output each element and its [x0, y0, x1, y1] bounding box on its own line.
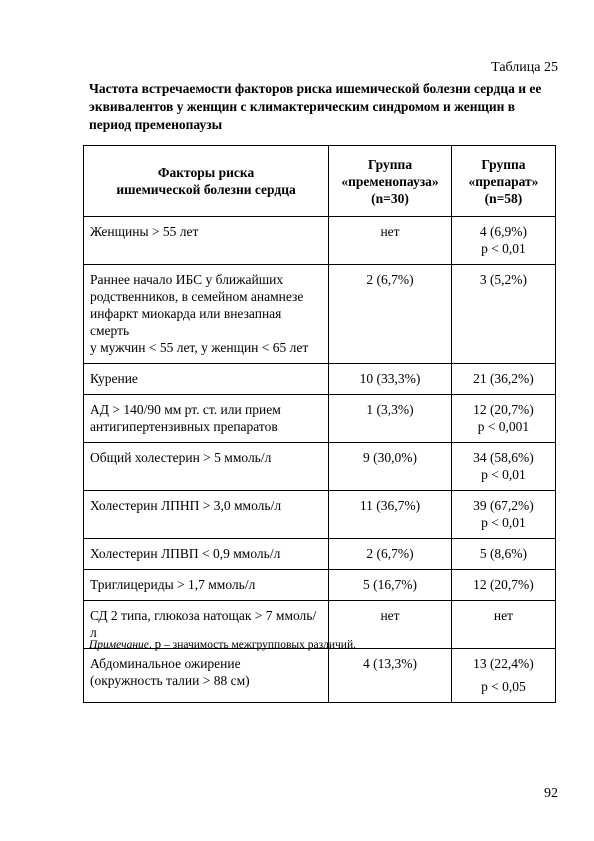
header-line: Группа: [481, 156, 526, 172]
p-value: p < 0,01: [481, 467, 526, 482]
table-row: [84, 364, 556, 395]
note-text: – значимость межгрупповых различий.: [161, 639, 356, 651]
drug-value-cell: [451, 364, 555, 395]
drug-value-cell: [451, 649, 555, 703]
caption-line: эквивалентов у женщин с климактерическим синдромом и женщин в: [89, 99, 516, 114]
caption-line: Частота встречаемости факторов риска ишемической болезни сердца и ее: [89, 81, 542, 96]
p-value: p < 0,05: [481, 679, 526, 694]
premenopause-value-cell: 2 (6,7%): [329, 539, 452, 570]
premenopause-value-cell: 4 (13,3%): [329, 649, 452, 703]
premenopause-value-cell: 11 (36,7%): [329, 491, 452, 539]
header-line: ишемической болезни сердца: [116, 182, 296, 197]
header-line: «пременопауза»: [341, 173, 439, 189]
table-header-row: [84, 146, 556, 217]
header-line: Группа: [367, 156, 413, 172]
table-row: [84, 539, 556, 570]
premenopause-value-cell: 9 (30,0%): [329, 443, 452, 491]
risk-factor-line: (окружность талии > 88 см): [90, 673, 250, 688]
table-row: [84, 570, 556, 601]
p-value: p < 0,001: [477, 419, 530, 434]
risk-factor-line: родственников, в семейном анамнезе: [90, 289, 304, 304]
risk-factor-line: антигипертензивных препаратов: [90, 419, 278, 434]
risk-factor-cell: [84, 491, 329, 539]
drug-value-cell: [451, 539, 555, 570]
risk-factor-line: СД 2 типа, глюкоза натощак > 7 ммоль/л: [90, 608, 317, 640]
drug-value: 3 (5,2%): [479, 272, 528, 287]
risk-factor-line: инфаркт миокарда или внезапная смерть: [90, 306, 282, 338]
table-number-label: Таблица 25: [491, 60, 558, 75]
premenopause-value-cell: 2 (6,7%): [329, 265, 452, 364]
drug-value-cell: [451, 443, 555, 491]
note-label: Примечание: [89, 639, 149, 651]
table-row: [84, 395, 556, 443]
drug-value: 12 (20,7%): [473, 577, 534, 592]
premenopause-value-cell: нет: [329, 217, 452, 265]
drug-value: 12 (20,7%): [473, 402, 534, 417]
risk-factor-cell: [84, 570, 329, 601]
risk-factors-table: [83, 145, 556, 703]
risk-factor-line: Абдоминальное ожирение: [90, 656, 241, 671]
risk-factor-cell: [84, 649, 329, 703]
drug-value: нет: [493, 608, 513, 623]
drug-value-cell: [451, 395, 555, 443]
risk-factor-line: Триглицериды > 1,7 ммоль/л: [90, 577, 256, 592]
drug-value-cell: [451, 491, 555, 539]
table-note: Примечание. p – значимость межгрупповых различий.: [89, 636, 356, 651]
risk-factor-line: Женщины > 55 лет: [90, 224, 199, 239]
risk-factor-cell: [84, 539, 329, 570]
header-group-drug: [451, 146, 555, 217]
caption-line: период пременопаузы: [89, 117, 223, 132]
drug-value: 13 (22,4%): [473, 656, 534, 671]
table-row: [84, 443, 556, 491]
risk-factor-line: Раннее начало ИБС у ближайших: [90, 272, 284, 287]
risk-factor-line: Общий холестерин > 5 ммоль/л: [90, 450, 272, 465]
header-line: «препарат»: [468, 173, 539, 189]
header-line: (n=30): [371, 190, 409, 206]
drug-value: 21 (36,2%): [473, 371, 534, 386]
drug-value: 34 (58,6%): [473, 450, 534, 465]
premenopause-value-cell: 1 (3,3%): [329, 395, 452, 443]
table-row: [84, 217, 556, 265]
risk-factor-cell: [84, 364, 329, 395]
header-line: (n=58): [484, 190, 523, 206]
drug-value-cell: [451, 265, 555, 364]
note-p-symbol: p: [154, 636, 162, 651]
drug-value-cell: [451, 217, 555, 265]
table-row: [84, 491, 556, 539]
header-line: Факторы риска: [157, 165, 255, 180]
table-caption: [89, 80, 549, 134]
risk-factor-line: у мужчин < 55 лет, у женщин < 65 лет: [90, 340, 309, 355]
premenopause-value-cell: 10 (33,3%): [329, 364, 452, 395]
risk-factor-cell: [84, 395, 329, 443]
table-body: [84, 217, 556, 703]
risk-factor-line: АД > 140/90 мм рт. ст. или прием: [90, 402, 281, 417]
risk-factor-cell: [84, 217, 329, 265]
risk-factor-line: Холестерин ЛПНП > 3,0 ммоль/л: [90, 498, 282, 513]
p-value: p < 0,01: [481, 515, 526, 530]
table-row: [84, 265, 556, 364]
table-row: [84, 649, 556, 703]
drug-value: 5 (8,6%): [479, 546, 528, 561]
risk-factor-cell: [84, 443, 329, 491]
header-group-premenopause: [329, 146, 452, 217]
risk-factor-line: Холестерин ЛПВП < 0,9 ммоль/л: [90, 546, 281, 561]
header-factors: [84, 146, 329, 217]
premenopause-value-cell: 5 (16,7%): [329, 570, 452, 601]
drug-value-cell: [451, 601, 555, 649]
premenopause-value-cell: нет: [329, 601, 452, 649]
risk-factor-line: Курение: [90, 371, 138, 386]
drug-value: 39 (67,2%): [473, 498, 534, 513]
drug-value-cell: [451, 570, 555, 601]
risk-factor-cell: [84, 265, 329, 364]
page-number: 92: [544, 786, 558, 801]
drug-value: 4 (6,9%): [479, 224, 528, 239]
p-value: p < 0,01: [481, 241, 526, 256]
